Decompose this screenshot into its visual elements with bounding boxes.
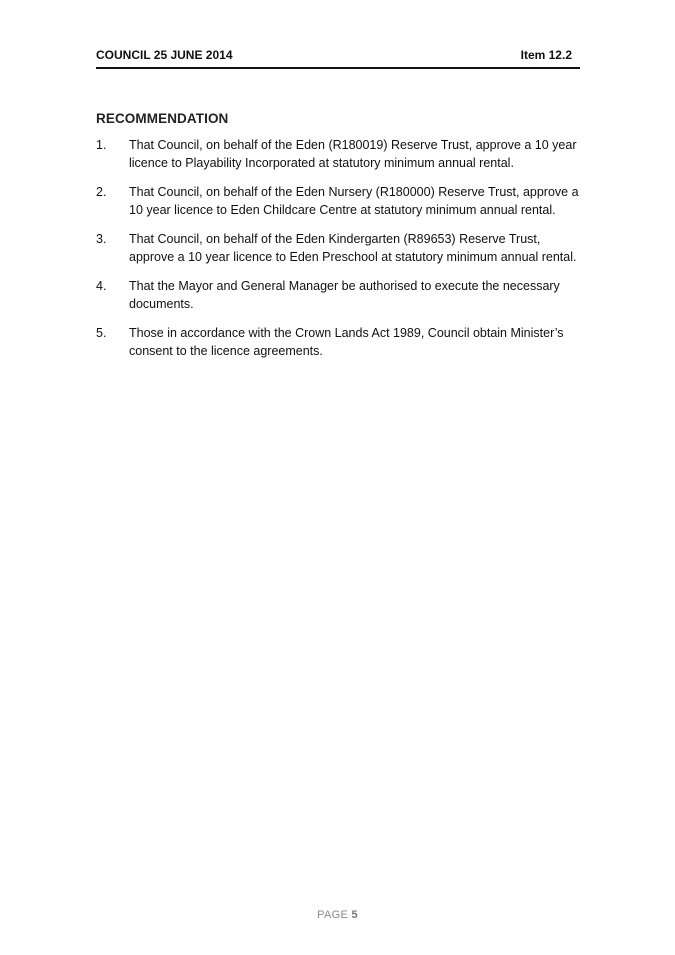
page-footer — [0, 909, 675, 921]
page-number: 5 — [351, 909, 358, 921]
item-text: Those in accordance with the Crown Lands Act 1989, Council obtain Minister’s consent to the licence agreements. — [129, 326, 564, 358]
meeting-date: COUNCIL 25 JUNE 2014 — [96, 48, 233, 62]
item-text: That the Mayor and General Manager be authorised to execute the necessary documents. — [129, 279, 560, 311]
list-item — [96, 230, 586, 266]
list-item — [96, 277, 586, 313]
list-item — [96, 324, 586, 360]
item-number: Item 12.2 — [520, 48, 572, 62]
item-text: That Council, on behalf of the Eden Kindergarten (R89653) Reserve Trust, approve a 10 year licence to Eden Preschool at statutory minimum annual rental. — [129, 232, 577, 264]
page-label: PAGE — [317, 909, 349, 921]
item-text: That Council, on behalf of the Eden Nursery (R180000) Reserve Trust, approve a 10 year licence to Eden Childcare Centre at statutory minimum annual rental. — [129, 185, 579, 217]
list-item — [96, 136, 586, 172]
recommendation-list — [96, 136, 586, 371]
item-text: That Council, on behalf of the Eden (R180019) Reserve Trust, approve a 10 year licence to Playability Incorporated at statutory minimum annual rental. — [129, 138, 577, 170]
item-number: 3. — [96, 232, 107, 246]
item-number: 1. — [96, 138, 107, 152]
item-number: 4. — [96, 279, 107, 293]
page-header — [96, 47, 580, 69]
item-number: 5. — [96, 326, 107, 340]
section-title: RECOMMENDATION — [96, 111, 229, 126]
list-item — [96, 183, 586, 219]
item-number: 2. — [96, 185, 107, 199]
